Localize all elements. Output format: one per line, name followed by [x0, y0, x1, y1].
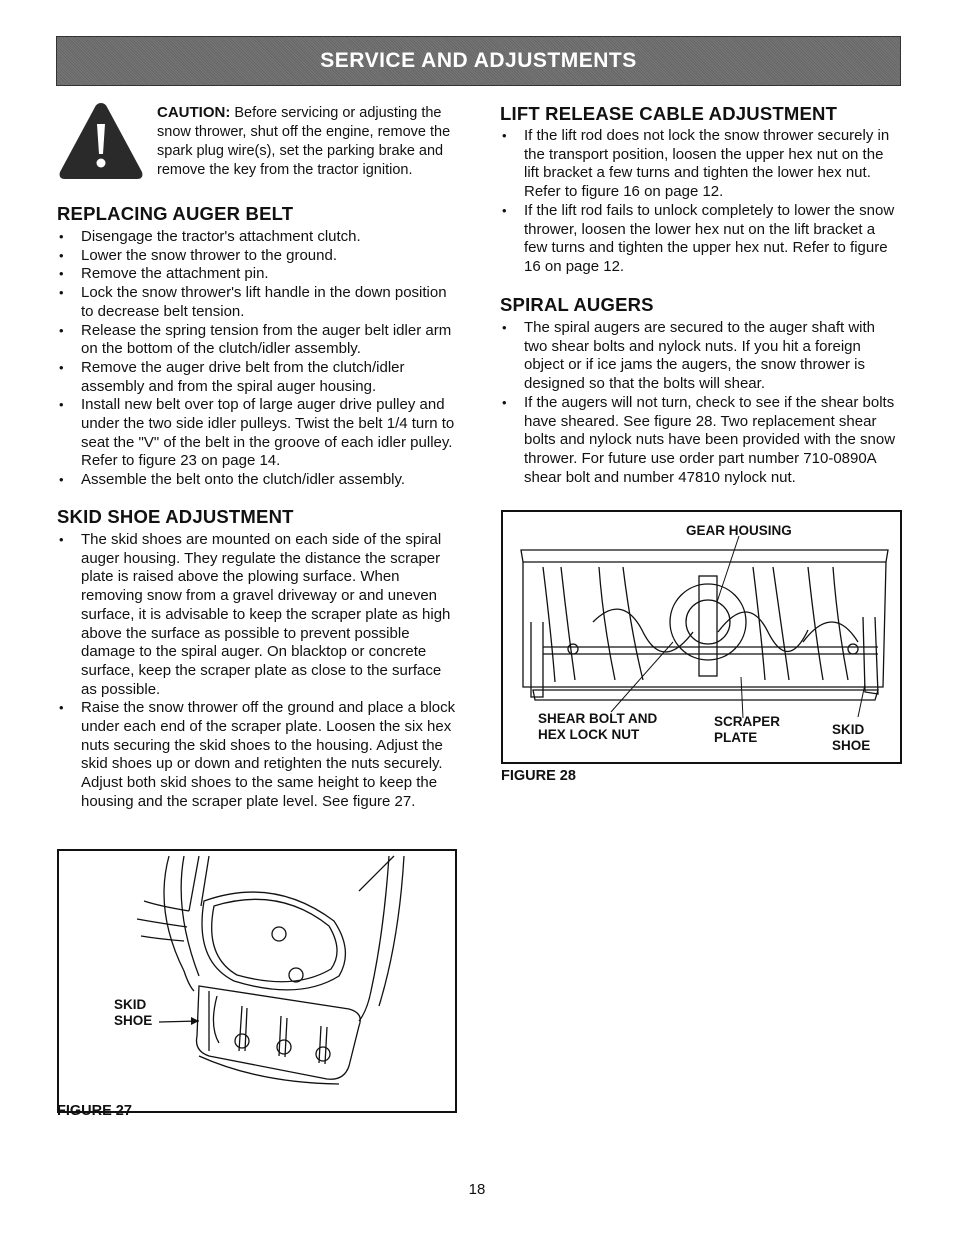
list-item: • Lock the snow thrower's lift handle in the down position to decrease belt tension.: [57, 284, 459, 321]
warning-icon: [57, 100, 145, 182]
list-item: • Raise the snow thrower off the ground and place a block under each end of the scraper plate. Loosen the six hex nuts securing the skid shoes to the housing. Adjust the skid shoes up or down and retighten the nuts securely. Adjust both skid shoes to the same height to keep the housing and the scraper plate level. See figure 27.: [57, 699, 459, 811]
skid-heading: SKID SHOE ADJUSTMENT: [57, 506, 294, 527]
lift-section: [500, 103, 900, 277]
shear-bolt-label-1: SHEAR BOLT AND: [538, 711, 658, 726]
shear-bolt-label-2: HEX LOCK NUT: [538, 727, 640, 742]
figure-28-caption: FIGURE 28: [501, 768, 576, 784]
replacing-heading: REPLACING AUGER BELT: [57, 203, 294, 224]
list-item: • Disengage the tractor's attachment clutch.: [57, 228, 459, 247]
list-item: • The skid shoes are mounted on each side of the spiral auger housing. They regulate the distance the scraper plate is raised above the plowing surface. When removing snow from a gravel driveway or and uneven surface, it is advisable to keep the scraper plate as high above the surface as possible to prevent possible damage to the spiral auger. On blacktop or concrete surface, keep the scraper plate as close to the surface as possible.: [57, 531, 459, 699]
list-item: • Lower the snow thrower to the ground.: [57, 247, 459, 266]
list-item: • The spiral augers are secured to the auger shaft with two shear bolts and nylock nuts. If you hit a foreign object or if ice jams the augers, the snow thrower is designed so that the bolts will shear.: [500, 319, 900, 394]
section-banner: [56, 36, 901, 86]
skid-label-1: SKID: [832, 722, 865, 737]
list-item: • If the lift rod fails to unlock completely to lower the snow thrower, loosen the lower hex nut on the lift bracket a few turns and tighten the upper hex nut. Refer to figure 16 on page 12.: [500, 202, 900, 277]
page-number: 18: [468, 1181, 486, 1198]
figure-28: [501, 510, 902, 764]
skid-label-2: SHOE: [114, 1013, 153, 1028]
list-item: • If the lift rod does not lock the snow thrower securely in the transport position, loosen the upper hex nut on the lift bracket a few turns and tighten the lower hex nut. Refer to figure 16 on page 12.: [500, 127, 900, 202]
caution-text: Before servicing or adjusting the snow thrower, shut off the engine, remove the spark plug wire(s), set the parking brake and remove the key from the tractor ignition.: [157, 105, 451, 178]
section-title: SERVICE AND ADJUSTMENTS: [320, 49, 637, 72]
caution-label: CAUTION:: [157, 104, 231, 121]
list-item: • If the augers will not turn, check to see if the shear bolts have sheared. See figure 28. Two replacement shear bolts and nylock nuts have been provided with the snow thrower. For future use order part number 710-0890A shear bolt and number 47810 nylock nut.: [500, 394, 900, 488]
replacing-section: [57, 203, 459, 490]
scraper-label-2: PLATE: [714, 730, 758, 745]
gear-housing-label: GEAR HOUSING: [686, 523, 792, 538]
figure-27: [57, 849, 457, 1113]
caution-note: [157, 103, 462, 180]
figure-27-caption: FIGURE 27: [57, 1103, 132, 1119]
spiral-section: [500, 294, 900, 487]
list-item: • Assemble the belt onto the clutch/idler assembly.: [57, 471, 459, 490]
skid-section: [57, 506, 459, 812]
skid-shoe-illustration: [59, 851, 455, 1111]
skid-label-1: SKID: [114, 997, 147, 1012]
list-item: • Remove the attachment pin.: [57, 265, 459, 284]
skid-label-2: SHOE: [832, 738, 871, 753]
list-item: • Release the spring tension from the auger belt idler arm on the bottom of the clutch/idler assembly.: [57, 322, 459, 359]
lift-heading: LIFT RELEASE CABLE ADJUSTMENT: [500, 103, 838, 124]
spiral-heading: SPIRAL AUGERS: [500, 294, 654, 315]
list-item: • Remove the auger drive belt from the clutch/idler assembly and from the spiral auger housing.: [57, 359, 459, 396]
list-item: • Install new belt over top of large auger drive pulley and under the two side idler pulleys. Twist the belt 1/4 turn to seat the "V" of the belt in the groove of each idler pulley. Refer to figure 23 on page 14.: [57, 396, 459, 471]
scraper-label-1: SCRAPER: [714, 714, 781, 729]
